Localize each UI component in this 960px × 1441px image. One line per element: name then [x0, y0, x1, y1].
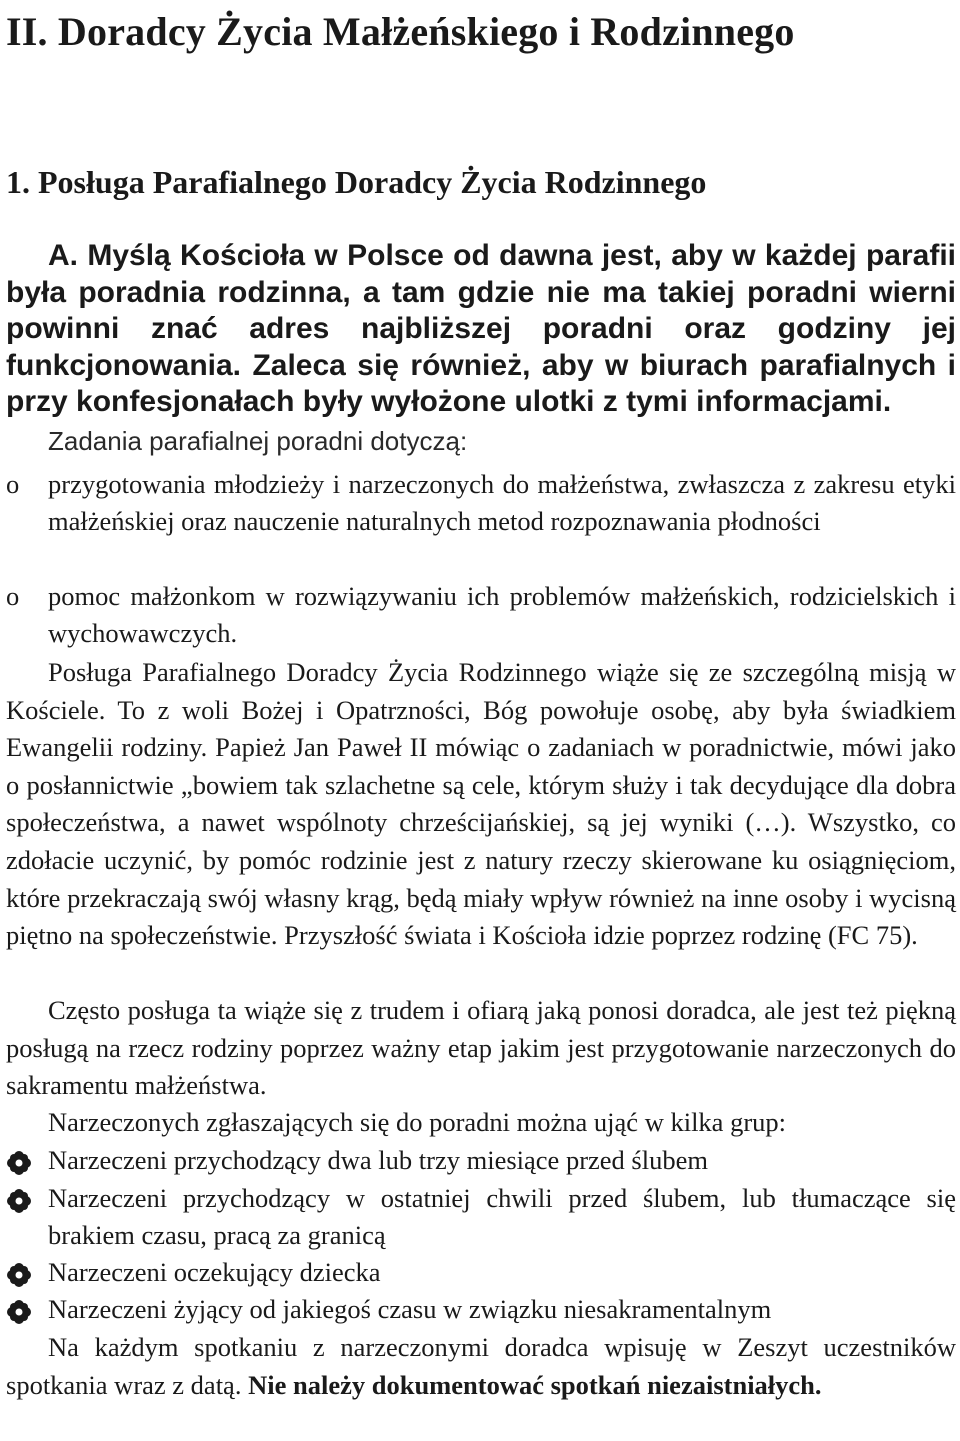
section-heading: 1. Posługa Parafialnego Doradcy Życia Rodzinnego: [6, 164, 707, 200]
section-a-paragraph: [6, 238, 956, 421]
chapter-heading: II. Doradcy Życia Małżeńskiego i Rodzinnego: [6, 9, 795, 54]
groups-intro: Narzeczonych zgłaszających się do poradni można ująć w kilka grup:: [48, 1107, 787, 1137]
group-item: [6, 1291, 956, 1328]
closing-text: Na każdym spotkaniu z narzeczonymi doradca wpisuję w Zeszyt uczestników spotkania wraz z datą.: [6, 1332, 956, 1400]
group-text: Narzeczeni oczekujący dziecka: [48, 1257, 381, 1287]
group-text: Narzeczeni przychodzący dwa lub trzy miesiące przed ślubem: [48, 1145, 708, 1175]
task-text: przygotowania młodzieży i narzeczonych do małżeństwa, zwłaszcza z zakresu etyki małżeńskiej oraz nauczenie naturalnych metod rozpoznawania płodności: [48, 469, 956, 537]
group-item: [6, 1142, 956, 1179]
task-item: [6, 466, 956, 541]
section-a-text: Myślą Kościoła w Polsce od dawna jest, aby w każdej parafii była poradnia rodzinna, a tam gdzie nie ma takiej poradni wierni powinni znać adres najbliższej poradni oraz godziny jej funkcjonowania. Zaleca się również, aby w biurach parafialnych i przy konfesjonałach były wyłożone ulotki z tymi informacjami.: [6, 239, 956, 418]
paragraph-effort: Często posługa ta wiąże się z trudem i ofiarą jaką ponosi doradca, ale jest też piękną posługą na rzecz rodziny poprzez ważny etap jakim jest przygotowanie narzeczonych do sakramentu małżeństwa.: [6, 995, 956, 1101]
flower-bullet-icon: [6, 1254, 42, 1291]
flower-bullet-icon: [6, 1291, 42, 1328]
task-bullet: o: [6, 581, 20, 611]
flower-bullet-icon: [6, 1142, 42, 1179]
task-item: [6, 578, 956, 653]
group-text: Narzeczeni żyjący od jakiegoś czasu w związku niesakramentalnym: [48, 1294, 772, 1324]
section-a-label: A.: [48, 239, 78, 272]
closing-bold-text: Nie należy dokumentować spotkań niezaistniałych.: [248, 1369, 822, 1400]
group-item: [6, 1254, 956, 1291]
task-text: pomoc małżonkom w rozwiązywaniu ich problemów małżeńskich, rodzicielskich i wychowawczych.: [48, 581, 956, 649]
group-text: Narzeczeni przychodzący w ostatniej chwili przed ślubem, lub tłumaczące się brakiem czasu, pracą za granicą: [48, 1183, 956, 1251]
flower-bullet-icon: [6, 1180, 42, 1217]
closing-paragraph: [6, 1329, 956, 1404]
paragraph-mission: Posługa Parafialnego Doradcy Życia Rodzinnego wiąże się ze szczególną misją w Kościele. To z woli Bożej i Opatrzności, Bóg powołuje osobę, aby była świadkiem Ewangelii rodziny. Papież Jan Paweł II mówiąc o zadaniach w poradnictwie, mówi jako o posłannictwie „bowiem tak szlachetne są cele, którym służy i tak decydujące dla dobra społeczeństwa, a nawet wspólnoty chrześcijańskiej, są jej wyniki (…). Wszystko, co zdołacie uczynić, by pomóc rodzinie jest z natury rzeczy skierowane ku osiągnięciom, które przekraczają swój własny krąg, będą miały wpływ również na inne osoby i wycisną piętno na społeczeństwie. Przyszłość świata i Kościoła idzie poprzez rodzinę (FC 75).: [6, 657, 956, 951]
tasks-intro: Zadania parafialnej poradni dotyczą:: [48, 426, 468, 456]
group-item: [6, 1180, 956, 1255]
task-bullet: o: [6, 469, 20, 499]
